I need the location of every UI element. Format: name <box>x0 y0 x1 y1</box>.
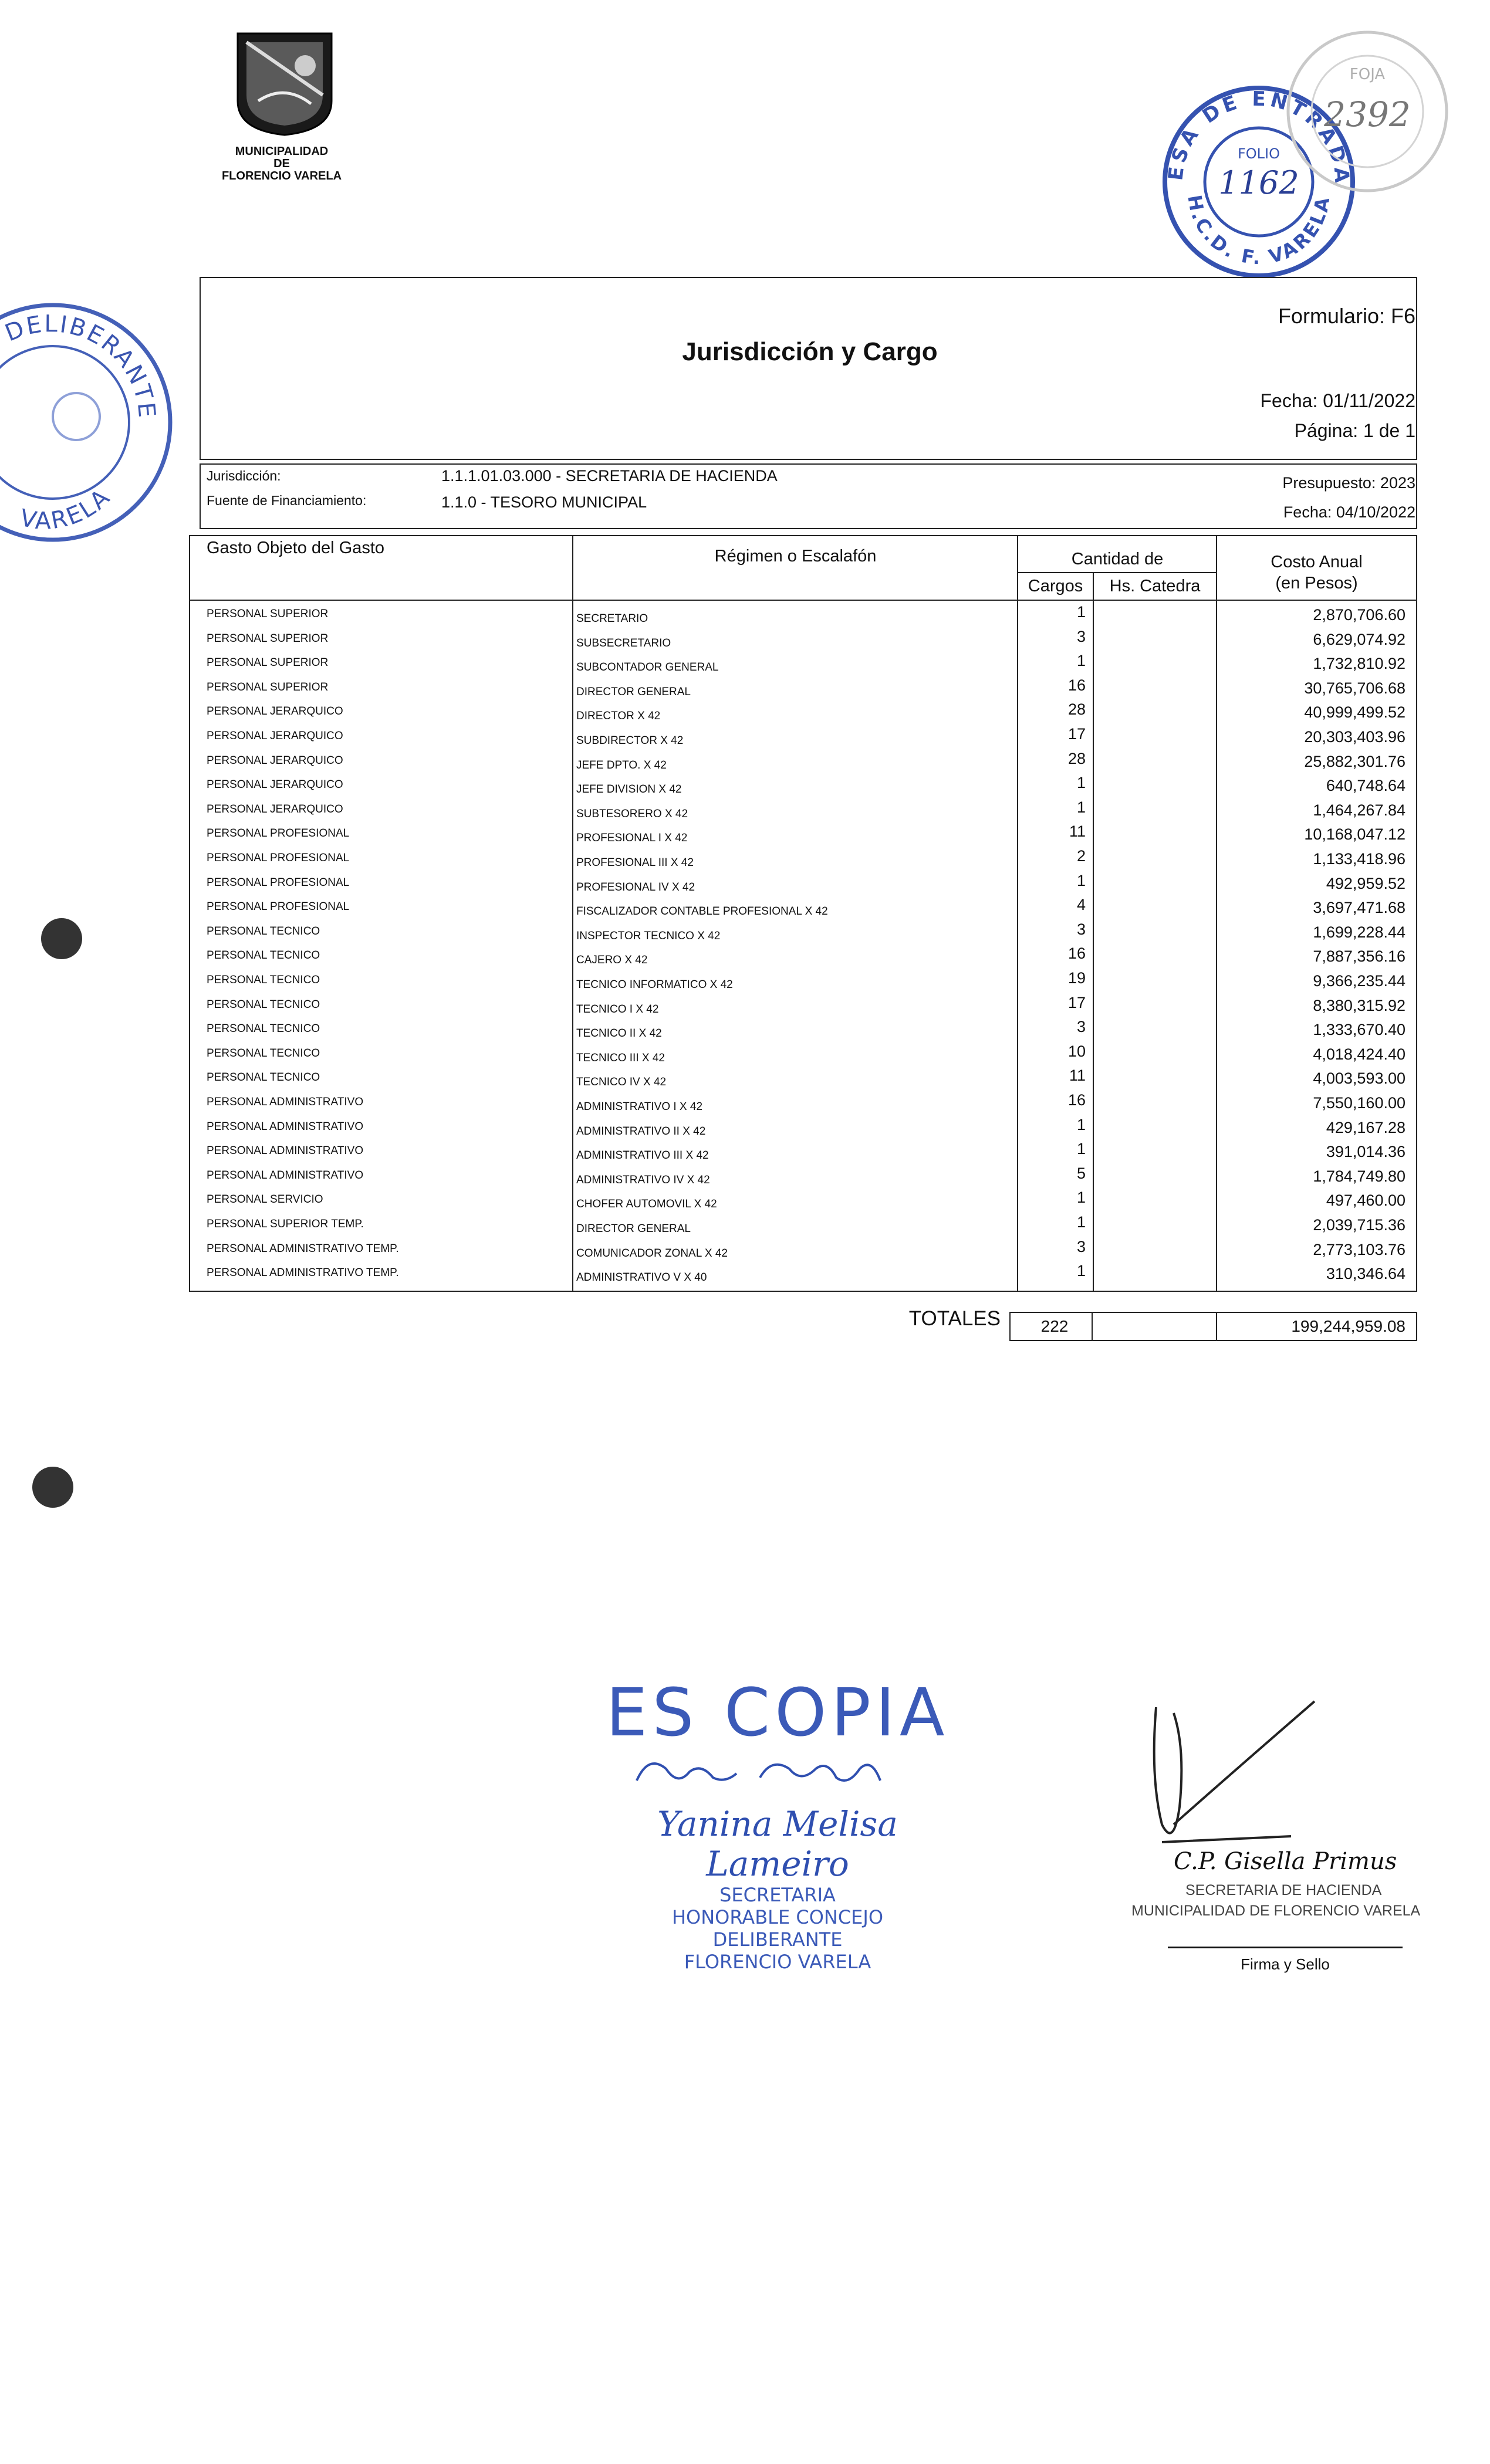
cell-gasto: PERSONAL TECNICO <box>207 1071 320 1084</box>
cell-gasto: PERSONAL TECNICO <box>207 925 320 937</box>
table-row <box>0 702 1490 726</box>
fuente-label: Fuente de Financiamiento: <box>207 493 367 508</box>
cell-costo: 9,366,235.44 <box>1313 972 1405 990</box>
signer-org: MUNICIPALIDAD DE FLORENCIO VARELA <box>1131 1903 1421 1919</box>
cell-regimen: PROFESIONAL IV X 42 <box>576 881 695 893</box>
cell-costo: 1,133,418.96 <box>1313 850 1405 868</box>
cell-regimen: ADMINISTRATIVO II X 42 <box>576 1125 706 1138</box>
table-body <box>0 604 1490 1291</box>
table-row <box>0 1214 1490 1239</box>
cell-regimen: COMUNICADOR ZONAL X 42 <box>576 1247 728 1260</box>
svg-text:MESA DE ENTRADAS: ESA DE ENTRADA <box>1164 87 1354 187</box>
table-row <box>0 604 1490 629</box>
cell-regimen: ADMINISTRATIVO V X 40 <box>576 1271 707 1284</box>
cell-cargos: 1 <box>1076 603 1086 621</box>
cell-cargos: 11 <box>1069 823 1086 841</box>
cell-regimen: SUBSECRETARIO <box>576 637 671 649</box>
es-copia-stamp <box>604 1675 951 1973</box>
signer-role: SECRETARIA DE HACIENDA <box>1185 1882 1382 1898</box>
cell-regimen: CAJERO X 42 <box>576 954 648 967</box>
cell-cargos: 3 <box>1076 1237 1086 1255</box>
cell-gasto: PERSONAL JERARQUICO <box>207 754 343 767</box>
cell-regimen: PROFESIONAL III X 42 <box>576 857 694 869</box>
fuente-value: 1.1.0 - TESORO MUNICIPAL <box>441 493 647 511</box>
cell-costo: 30,765,706.68 <box>1304 679 1405 697</box>
municipality-line-1: MUNICIPALIDAD <box>235 145 329 158</box>
table-row <box>0 922 1490 946</box>
cell-costo: 4,018,424.40 <box>1313 1045 1405 1063</box>
cell-cargos: 1 <box>1076 1189 1086 1207</box>
cell-costo: 1,732,810.92 <box>1313 655 1405 673</box>
cell-cargos: 10 <box>1067 1042 1086 1060</box>
cell-regimen: PROFESIONAL I X 42 <box>576 832 688 845</box>
col-header-gasto: Gasto Objeto del Gasto <box>207 539 385 557</box>
municipality-line-2: DE <box>273 157 290 170</box>
col-header-regimen: Régimen o Escalafón <box>714 547 877 566</box>
cell-cargos: 17 <box>1067 993 1086 1011</box>
cell-cargos: 17 <box>1067 725 1086 743</box>
cell-costo: 10,168,047.12 <box>1304 825 1405 844</box>
table-row <box>0 726 1490 751</box>
cell-regimen: DIRECTOR GENERAL <box>576 685 691 698</box>
cell-regimen: JEFE DIVISION X 42 <box>576 783 682 796</box>
copia-line-3: FLORENCIO VARELA <box>684 1951 871 1973</box>
cell-gasto: PERSONAL SERVICIO <box>207 1193 323 1206</box>
cell-cargos: 3 <box>1076 1018 1086 1036</box>
cell-gasto: PERSONAL SUPERIOR <box>207 656 329 669</box>
cell-regimen: SECRETARIO <box>576 612 648 625</box>
cell-costo: 310,346.64 <box>1326 1265 1405 1283</box>
cell-cargos: 28 <box>1067 700 1086 719</box>
cell-cargos: 1 <box>1076 774 1086 792</box>
cell-cargos: 19 <box>1067 969 1086 987</box>
cell-costo: 2,870,706.60 <box>1313 606 1405 624</box>
cell-regimen: SUBDIRECTOR X 42 <box>576 735 684 747</box>
cell-gasto: PERSONAL SUPERIOR <box>207 608 329 620</box>
table-row <box>0 800 1490 824</box>
cell-cargos: 1 <box>1076 798 1086 816</box>
table-row <box>0 1019 1490 1044</box>
cell-gasto: PERSONAL ADMINISTRATIVO <box>207 1096 364 1108</box>
svg-text:VARELA: VARELA <box>17 483 116 535</box>
issue-date: Fecha: 01/11/2022 <box>1260 390 1415 411</box>
copia-handwritten-signature <box>604 1751 951 1792</box>
svg-text:1162: 1162 <box>1218 164 1299 201</box>
firma-sello-label: Firma y Sello <box>1168 1947 1403 1974</box>
cell-costo: 1,784,749.80 <box>1313 1167 1405 1185</box>
cell-costo: 8,380,315.92 <box>1313 996 1405 1014</box>
col-header-hs-catedra: Hs. Catedra <box>1109 577 1201 595</box>
cell-cargos: 2 <box>1076 847 1086 865</box>
table-row <box>0 1068 1490 1092</box>
col-header-cantidad: Cantidad de <box>1071 550 1164 568</box>
cell-costo: 40,999,499.52 <box>1304 703 1405 722</box>
cell-cargos: 4 <box>1076 896 1086 914</box>
cell-costo: 391,014.36 <box>1326 1143 1405 1161</box>
cell-regimen: SUBTESORERO X 42 <box>576 807 688 820</box>
cell-gasto: PERSONAL TECNICO <box>207 1047 320 1060</box>
cell-gasto: PERSONAL JERARQUICO <box>207 730 343 742</box>
copia-line-1: SECRETARIA <box>719 1884 836 1906</box>
cell-costo: 1,699,228.44 <box>1313 923 1405 941</box>
table-row <box>0 1044 1490 1068</box>
cell-gasto: PERSONAL ADMINISTRATIVO TEMP. <box>207 1242 399 1255</box>
cell-costo: 429,167.28 <box>1326 1118 1405 1136</box>
cell-gasto: PERSONAL SUPERIOR TEMP. <box>207 1218 364 1230</box>
cell-cargos: 3 <box>1076 920 1086 938</box>
cell-gasto: PERSONAL PROFESIONAL <box>207 901 350 913</box>
svg-text:FOJA: FOJA <box>1349 66 1386 83</box>
svg-text:2392: 2392 <box>1324 94 1411 134</box>
cell-cargos: 1 <box>1076 1115 1086 1133</box>
totales-label: TOTALES <box>908 1307 1001 1330</box>
table-row <box>0 897 1490 922</box>
cell-regimen: INSPECTOR TECNICO X 42 <box>576 929 721 942</box>
cell-gasto: PERSONAL PROFESIONAL <box>207 827 350 840</box>
cell-cargos: 1 <box>1076 1213 1086 1231</box>
cell-costo: 4,003,593.00 <box>1313 1069 1405 1088</box>
cell-cargos: 5 <box>1076 1164 1086 1182</box>
cell-cargos: 1 <box>1076 1140 1086 1158</box>
copia-signature-name: Yanina Melisa Lameiro <box>657 1804 898 1884</box>
cell-regimen: ADMINISTRATIVO IV X 42 <box>576 1173 710 1186</box>
cell-cargos: 16 <box>1067 676 1086 694</box>
cell-gasto: PERSONAL JERARQUICO <box>207 705 343 718</box>
table-row <box>0 678 1490 702</box>
cell-cargos: 28 <box>1067 749 1086 767</box>
svg-text:DELIBERANTE: DELIBERANTE <box>1 310 161 421</box>
cell-regimen: CHOFER AUTOMOVIL X 42 <box>576 1198 717 1211</box>
jurisdiccion-label: Jurisdicción: <box>207 468 281 483</box>
cell-gasto: PERSONAL TECNICO <box>207 1023 320 1035</box>
cell-cargos: 1 <box>1076 871 1086 889</box>
cell-costo: 20,303,403.96 <box>1304 728 1405 746</box>
hacienda-signature <box>1138 1690 1373 1866</box>
cell-gasto: PERSONAL PROFESIONAL <box>207 876 350 889</box>
form-code: Formulario: F6 <box>1278 304 1415 328</box>
svg-text:FOLIO: FOLIO <box>1237 145 1280 162</box>
cell-costo: 1,333,670.40 <box>1313 1021 1405 1039</box>
cell-costo: 492,959.52 <box>1326 874 1405 892</box>
table-row <box>0 1190 1490 1214</box>
cell-costo: 497,460.00 <box>1326 1192 1405 1210</box>
cell-cargos: 1 <box>1076 1262 1086 1280</box>
municipality-line-3: FLORENCIO VARELA <box>221 170 342 182</box>
table-row <box>0 775 1490 800</box>
cell-cargos: 1 <box>1076 652 1086 670</box>
cell-costo: 25,882,301.76 <box>1304 752 1405 770</box>
cell-cargos: 16 <box>1067 945 1086 963</box>
page-title: Jurisdicción y Cargo <box>682 337 938 366</box>
cell-costo: 1,464,267.84 <box>1313 801 1405 819</box>
cell-cargos: 11 <box>1069 1067 1086 1085</box>
cell-gasto: PERSONAL ADMINISTRATIVO TEMP. <box>207 1267 399 1280</box>
table-row <box>0 1239 1490 1264</box>
cell-regimen: TECNICO INFORMATICO X 42 <box>576 979 733 991</box>
col-header-costo-line1: Costo Anual <box>1271 553 1363 571</box>
cell-gasto: PERSONAL SUPERIOR <box>207 681 329 693</box>
cell-regimen: TECNICO III X 42 <box>576 1051 665 1064</box>
col-header-costo-line2: (en Pesos) <box>1275 574 1358 593</box>
cell-costo: 6,629,074.92 <box>1313 630 1405 648</box>
table-row <box>0 653 1490 678</box>
table-row <box>0 1092 1490 1117</box>
cell-gasto: PERSONAL PROFESIONAL <box>207 852 350 864</box>
cell-regimen: ADMINISTRATIVO III X 42 <box>576 1149 709 1162</box>
cell-gasto: PERSONAL ADMINISTRATIVO <box>207 1169 364 1182</box>
cell-regimen: JEFE DPTO. X 42 <box>576 759 667 771</box>
cell-regimen: TECNICO II X 42 <box>576 1027 662 1040</box>
jurisdiccion-value: 1.1.1.01.03.000 - SECRETARIA DE HACIENDA <box>441 467 778 485</box>
table-row <box>0 1166 1490 1190</box>
cell-costo: 3,697,471.68 <box>1313 899 1405 917</box>
table-row <box>0 1263 1490 1288</box>
cell-regimen: DIRECTOR X 42 <box>576 710 661 723</box>
copia-line-2: HONORABLE CONCEJO DELIBERANTE <box>671 1906 884 1951</box>
table-row <box>0 824 1490 848</box>
table-row <box>0 946 1490 970</box>
total-cargos: 222 <box>1040 1317 1069 1335</box>
table-row <box>0 970 1490 995</box>
col-header-cargos: Cargos <box>1028 577 1083 595</box>
table-row <box>0 995 1490 1020</box>
es-copia-title: ES COPIA <box>606 1675 950 1751</box>
cell-cargos: 3 <box>1076 627 1086 645</box>
punch-hole-bottom <box>32 1467 73 1508</box>
cell-costo: 7,887,356.16 <box>1313 947 1405 966</box>
cell-gasto: PERSONAL SUPERIOR <box>207 632 329 645</box>
table-row <box>0 1117 1490 1142</box>
table-row <box>0 873 1490 898</box>
cell-gasto: PERSONAL ADMINISTRATIVO <box>207 1120 364 1133</box>
presupuesto: Presupuesto: 2023 <box>1282 474 1415 492</box>
page-number: Página: 1 de 1 <box>1294 420 1415 441</box>
table-row <box>0 629 1490 654</box>
cell-costo: 2,773,103.76 <box>1313 1240 1405 1258</box>
cell-regimen: TECNICO I X 42 <box>576 1003 659 1016</box>
cell-gasto: PERSONAL TECNICO <box>207 998 320 1011</box>
cell-costo: 2,039,715.36 <box>1313 1216 1405 1234</box>
cell-gasto: PERSONAL TECNICO <box>207 974 320 986</box>
cell-regimen: FISCALIZADOR CONTABLE PROFESIONAL X 42 <box>576 905 828 918</box>
signer-name: C.P. Gisella Primus <box>1174 1848 1397 1875</box>
table-row <box>0 848 1490 873</box>
col-header-costo <box>1217 551 1416 594</box>
table-row <box>0 1141 1490 1166</box>
cell-costo: 640,748.64 <box>1326 777 1405 795</box>
cell-regimen: TECNICO IV X 42 <box>576 1076 667 1089</box>
cell-cargos: 16 <box>1067 1091 1086 1109</box>
total-costo: 199,244,959.08 <box>1291 1317 1405 1335</box>
presupuesto-date: Fecha: 04/10/2022 <box>1283 503 1415 521</box>
cell-regimen: ADMINISTRATIVO I X 42 <box>576 1101 703 1113</box>
cell-costo: 7,550,160.00 <box>1313 1094 1405 1112</box>
cell-gasto: PERSONAL ADMINISTRATIVO <box>207 1145 364 1157</box>
cell-gasto: PERSONAL JERARQUICO <box>207 803 343 815</box>
cell-regimen: DIRECTOR GENERAL <box>576 1223 691 1235</box>
cell-gasto: PERSONAL JERARQUICO <box>207 779 343 791</box>
cell-gasto: PERSONAL TECNICO <box>207 949 320 962</box>
cell-regimen: SUBCONTADOR GENERAL <box>576 661 719 674</box>
table-row <box>0 751 1490 776</box>
svg-text:H.C.D. F. VARELA: H.C.D. F. VARELA <box>1183 193 1334 269</box>
